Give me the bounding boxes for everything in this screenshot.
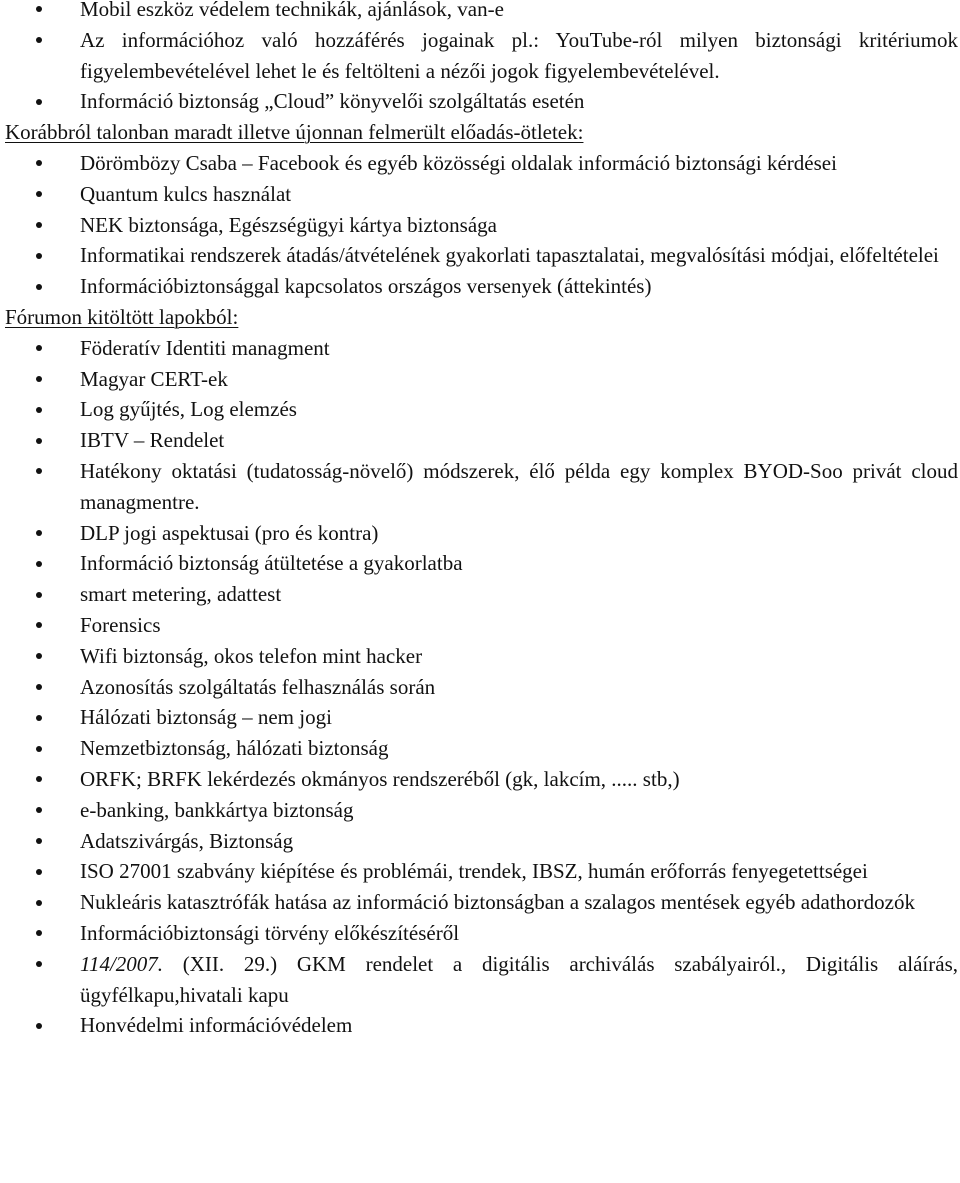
list-item: ISO 27001 szabvány kiépítése és problémái, trendek, IBSZ, humán erőforrás fenyegetettségei [0,856,960,887]
bullet-icon [36,191,42,197]
list-item: Azonosítás szolgáltatás felhasználás során [0,672,960,703]
list-item: ORFK; BRFK lekérdezés okmányos rendszeréből (gk, lakcím, ..... stb,) [0,764,960,795]
list-item: Honvédelmi információvédelem [0,1010,960,1041]
list-item: Adatszivárgás, Biztonság [0,826,960,857]
bullet-list-intro [0,0,960,117]
bullet-icon [36,684,42,690]
bullet-icon [36,160,42,166]
bullet-icon [36,345,42,351]
bullet-icon [36,592,42,598]
bullet-icon [36,530,42,536]
bullet-icon [36,1023,42,1029]
bullet-icon [36,930,42,936]
list-item: Információ biztonság átültetése a gyakorlatba [0,548,960,579]
bullet-icon [36,653,42,659]
bullet-icon [36,468,42,474]
bullet-icon [36,715,42,721]
list-item: Információbiztonsági törvény előkészítéséről [0,918,960,949]
decree-number: 114/2007. [80,951,164,976]
bullet-list-talon [0,148,960,302]
list-item: Információbiztonsággal kapcsolatos országos versenyek (áttekintés) [0,271,960,302]
list-item: smart metering, adattest [0,579,960,610]
list-item: Hálózati biztonság – nem jogi [0,702,960,733]
list-item: Nukleáris katasztrófák hatása az információ biztonságban a szalagos mentések egyéb adathordozók [0,887,960,918]
bullet-icon [36,561,42,567]
list-item: DLP jogi aspektusai (pro és kontra) [0,518,960,549]
bullet-icon [36,376,42,382]
bullet-icon [36,622,42,628]
list-item: Log gyűjtés, Log elemzés [0,394,960,425]
list-item: e-banking, bankkártya biztonság [0,795,960,826]
list-item: Információ biztonság „Cloud” könyvelői szolgáltatás esetén [0,86,960,117]
bullet-icon [36,99,42,105]
bullet-icon [36,37,42,43]
list-item: Nemzetbiztonság, hálózati biztonság [0,733,960,764]
list-item: Az információhoz való hozzáférés jogainak pl.: YouTube-ról milyen biztonsági kritériumok figyelembevételével lehet le és feltölteni a nézői jogok figyelembevételével. [0,25,960,87]
bullet-icon [36,407,42,413]
list-item: NEK biztonsága, Egészségügyi kártya biztonsága [0,210,960,241]
list-item: Magyar CERT-ek [0,364,960,395]
bullet-icon [36,838,42,844]
list-item: Wifi biztonság, okos telefon mint hacker [0,641,960,672]
bullet-icon [36,869,42,875]
bullet-list-forum [0,333,960,1041]
list-item: Quantum kulcs használat [0,179,960,210]
bullet-icon [36,746,42,752]
list-item: Hatékony oktatási (tudatosság-növelő) módszerek, élő példa egy komplex BYOD-Soo privát cloud managmentre. [0,456,960,518]
list-item: 114/2007. (XII. 29.) GKM rendelet a digitális archiválás szabályairól., Digitális aláírás, ügyfélkapu,hivatali kapu [0,949,960,1011]
list-item: Informatikai rendszerek átadás/átvételének gyakorlati tapasztalatai, megvalósítási módjai, előfeltételei [0,240,960,271]
bullet-icon [36,807,42,813]
bullet-icon [36,438,42,444]
list-item: Dörömbözy Csaba – Facebook és egyéb közösségi oldalak információ biztonsági kérdései [0,148,960,179]
bullet-icon [36,776,42,782]
bullet-icon [36,253,42,259]
list-item: Forensics [0,610,960,641]
bullet-icon [36,222,42,228]
bullet-icon [36,284,42,290]
bullet-icon [36,900,42,906]
section-heading-forum: Fórumon kitöltött lapokból: [5,304,239,329]
list-item: IBTV – Rendelet [0,425,960,456]
section-heading-talon: Korábbról talonban maradt illetve újonnan felmerült előadás-ötletek: [5,120,584,145]
list-item: Föderatív Identiti managment [0,333,960,364]
list-item: Mobil eszköz védelem technikák, ajánlások, van-e [0,0,960,25]
bullet-icon [36,6,42,12]
bullet-icon [36,961,42,967]
